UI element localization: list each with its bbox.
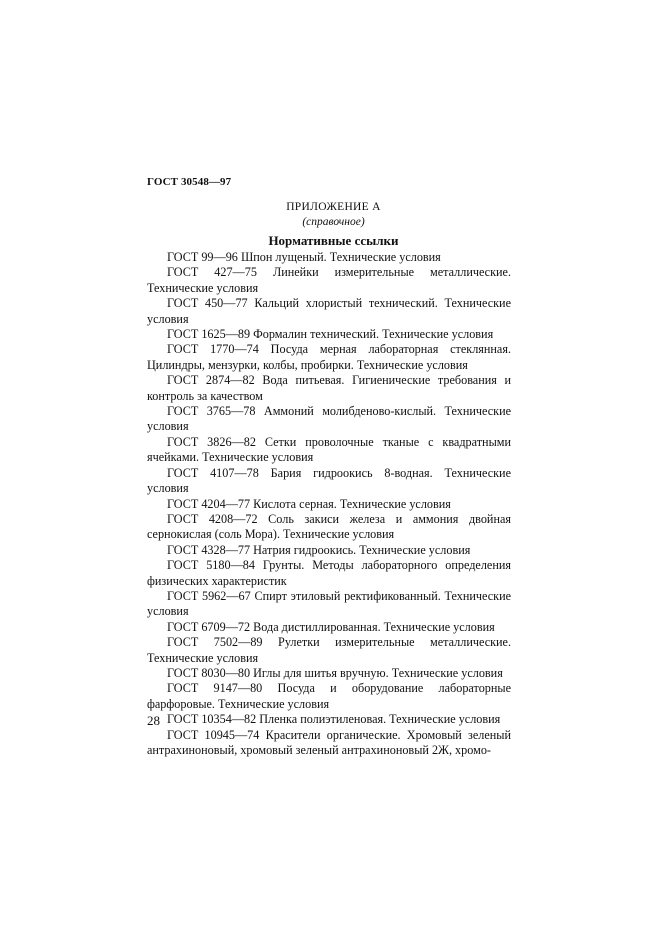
reference-text: Спирт этиловый ректификованный. Технические условия (147, 588, 512, 619)
reference-item (147, 589, 511, 620)
reference-code: ГОСТ 6709—72 (167, 619, 251, 634)
reference-code: ГОСТ 4208—72 (167, 511, 258, 526)
reference-code: ГОСТ 10945—74 (167, 727, 260, 742)
reference-item (147, 728, 511, 759)
reference-code: ГОСТ 8030—80 (167, 665, 251, 680)
reference-item (147, 712, 511, 727)
reference-text: Бария гидроокись 8-водная. Технические условия (147, 465, 511, 496)
reference-code: ГОСТ 2874—82 (167, 373, 255, 388)
reference-code: ГОСТ 4204—77 (167, 496, 251, 511)
reference-item (147, 497, 511, 512)
reference-code: ГОСТ 450—77 (167, 296, 248, 311)
reference-text: Шпон лущеный. Технические условия (240, 250, 441, 264)
reference-text: Соль закиси железа и аммония двойная сернокислая (соль Мора). Технические условия (147, 511, 511, 542)
reference-item (147, 373, 511, 404)
reference-text: Пленка полиэтиленовая. Технические условия (259, 712, 501, 727)
reference-code: ГОСТ 9147—80 (167, 681, 263, 696)
reference-code: ГОСТ 1770—74 (167, 342, 259, 357)
reference-code: ГОСТ 5180—84 (167, 558, 255, 573)
section-title: Нормативные ссылки (268, 233, 399, 248)
reference-item (147, 342, 511, 373)
reference-code: ГОСТ 3826—82 (167, 434, 256, 449)
reference-text: Красители органические. Хромовый зеленый антрахиноновый, хромовый зеленый антрахиноновый 2Ж, хромо- (147, 727, 512, 757)
reference-item (147, 265, 511, 296)
reference-code: ГОСТ 99—96 (167, 250, 238, 264)
reference-text: Вода дистиллированная. Технические условия (253, 619, 495, 634)
reference-item (147, 250, 511, 265)
reference-item (147, 435, 511, 466)
reference-code: ГОСТ 4328—77 (167, 542, 251, 557)
appendix-label: ПРИЛОЖЕНИЕ А (286, 201, 381, 213)
reference-code: ГОСТ 10354—82 (167, 712, 257, 727)
reference-text: Формалин технический. Технические условия (253, 327, 494, 342)
reference-text: Посуда мерная лабораторная стеклянная. Цилиндры, мензурки, колбы, пробирки. Технические условия (147, 342, 511, 372)
reference-code: ГОСТ 7502—89 (167, 635, 263, 650)
reference-item (147, 543, 511, 558)
reference-item (147, 666, 511, 681)
reference-code: ГОСТ 4107—78 (167, 465, 259, 480)
appendix-heading (0, 201, 661, 213)
reference-text: Линейки измерительные металлические. Технические условия (147, 265, 511, 295)
reference-text: Посуда и оборудование лабораторные фарфоровые. Технические условия (147, 681, 511, 711)
reference-code: ГОСТ 427—75 (167, 265, 257, 280)
page-number: 28 (147, 713, 160, 728)
reference-item (147, 558, 511, 589)
reference-text: Кальций хлористый технический. Технические условия (147, 296, 511, 326)
references-list (147, 250, 511, 758)
reference-item (147, 512, 511, 543)
appendix-note: (справочное) (302, 216, 365, 228)
reference-code: ГОСТ 1625—89 (167, 327, 251, 342)
reference-item (147, 404, 511, 435)
reference-text: Натрия гидроокись. Технические условия (253, 542, 471, 557)
reference-code: ГОСТ 5962—67 (167, 588, 251, 603)
reference-item (147, 635, 511, 666)
reference-text: Аммоний молибденово-кислый. Технические условия (147, 404, 511, 434)
reference-item (147, 327, 511, 342)
reference-item (147, 681, 511, 712)
reference-item (147, 620, 511, 635)
reference-text: Сетки проволочные тканые с квадратными ячейками. Технические условия (147, 434, 511, 465)
reference-text: Иглы для шитья вручную. Технические условия (253, 665, 503, 680)
reference-text: Грунты. Методы лабораторного определения физических характеристик (147, 558, 511, 588)
reference-code: ГОСТ 3765—78 (167, 404, 256, 419)
document-code: ГОСТ 30548—97 (147, 176, 232, 188)
reference-text: Кислота серная. Технические условия (253, 496, 451, 511)
reference-text: Рулетки измерительные металлические. Технические условия (147, 635, 511, 665)
reference-item (147, 296, 511, 327)
reference-text: Вода питьевая. Гигиенические требования и контроль за качеством (147, 373, 512, 403)
reference-item (147, 466, 511, 497)
